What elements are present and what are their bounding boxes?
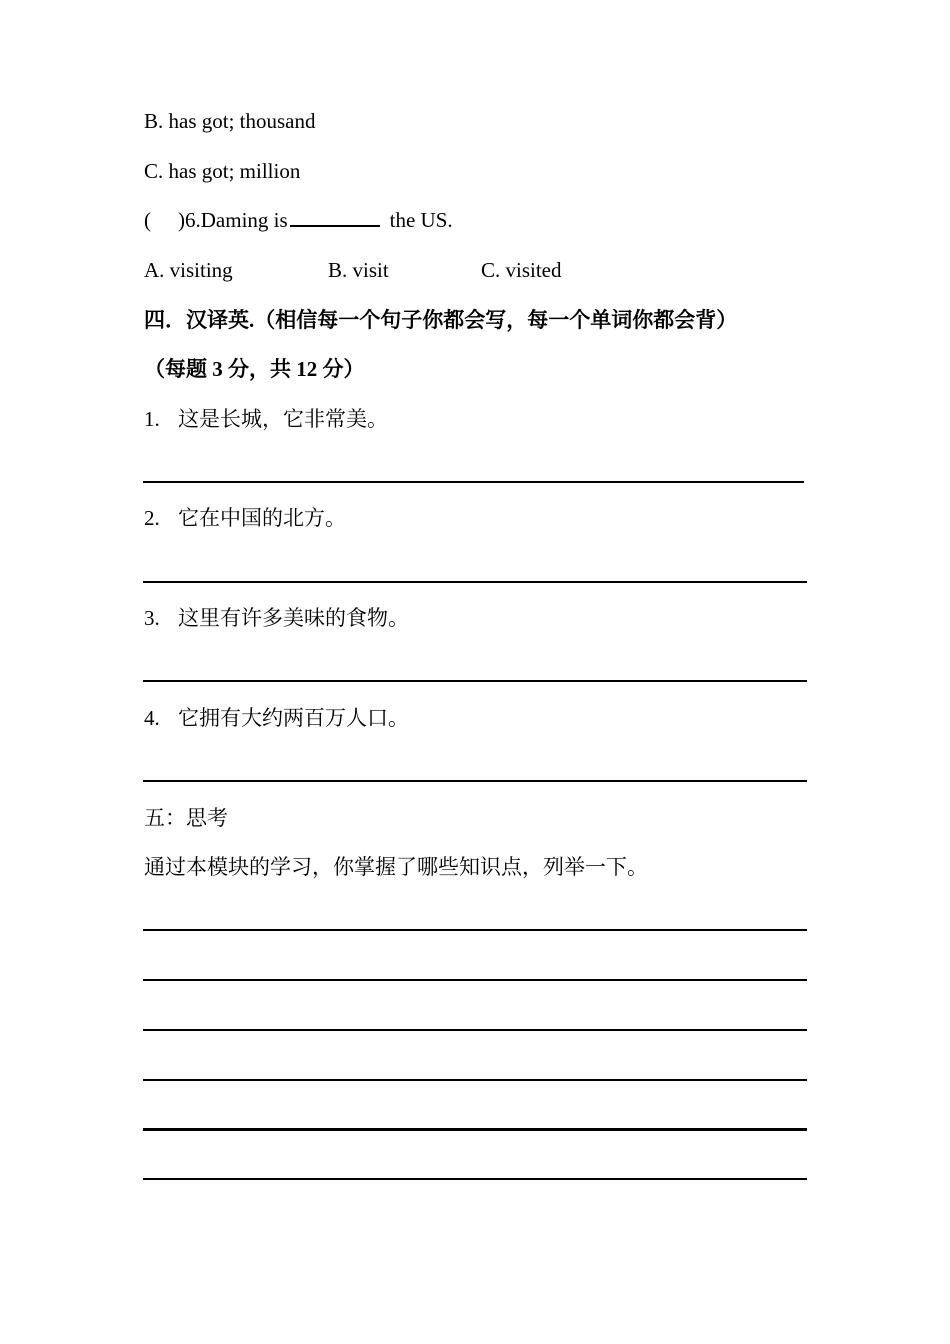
item-text: 它在中国的北方。 bbox=[178, 506, 346, 530]
answer-paren: ( bbox=[144, 208, 151, 232]
answer-line[interactable] bbox=[143, 929, 807, 931]
option-b: B. has got; thousand bbox=[144, 109, 316, 133]
option-a: A. visiting bbox=[144, 258, 233, 282]
answer-line[interactable] bbox=[143, 680, 807, 682]
translation-item bbox=[144, 605, 409, 631]
item-text: 它拥有大约两百万人口。 bbox=[178, 706, 409, 730]
translation-item bbox=[144, 406, 388, 432]
option-b: B. visit bbox=[328, 258, 389, 282]
question-6 bbox=[144, 207, 453, 233]
section-4-score: （每题 3 分，共 12 分） bbox=[144, 357, 365, 381]
item-number: 2. bbox=[144, 506, 160, 530]
question-6-suffix: the US. bbox=[389, 208, 453, 232]
item-text: 这里有许多美味的食物。 bbox=[178, 606, 409, 630]
question-6-prefix: )6.Daming is bbox=[178, 208, 288, 232]
answer-line[interactable] bbox=[143, 481, 804, 483]
item-number: 1. bbox=[144, 407, 160, 431]
question-6-options bbox=[144, 257, 744, 283]
answer-line[interactable] bbox=[143, 581, 807, 583]
answer-line[interactable] bbox=[143, 1029, 807, 1031]
answer-line[interactable] bbox=[143, 1079, 807, 1081]
answer-line[interactable] bbox=[143, 780, 807, 782]
answer-line[interactable] bbox=[143, 1178, 807, 1180]
section-4-title: 四．汉译英.（相信每一个句子你都会写，每一个单词你都会背） bbox=[144, 308, 738, 332]
answer-line[interactable] bbox=[143, 979, 807, 981]
answer-blank[interactable] bbox=[290, 207, 380, 227]
translation-item bbox=[144, 505, 346, 531]
section-5-title: 五：思考 bbox=[144, 806, 228, 830]
answer-line[interactable] bbox=[143, 1128, 807, 1131]
translation-item bbox=[144, 705, 409, 731]
item-number: 3. bbox=[144, 606, 160, 630]
option-c: C. has got; million bbox=[144, 159, 301, 183]
option-c: C. visited bbox=[481, 258, 562, 282]
item-text: 这是长城，它非常美。 bbox=[178, 407, 388, 431]
item-number: 4. bbox=[144, 706, 160, 730]
section-5-prompt: 通过本模块的学习，你掌握了哪些知识点，列举一下。 bbox=[144, 855, 648, 879]
